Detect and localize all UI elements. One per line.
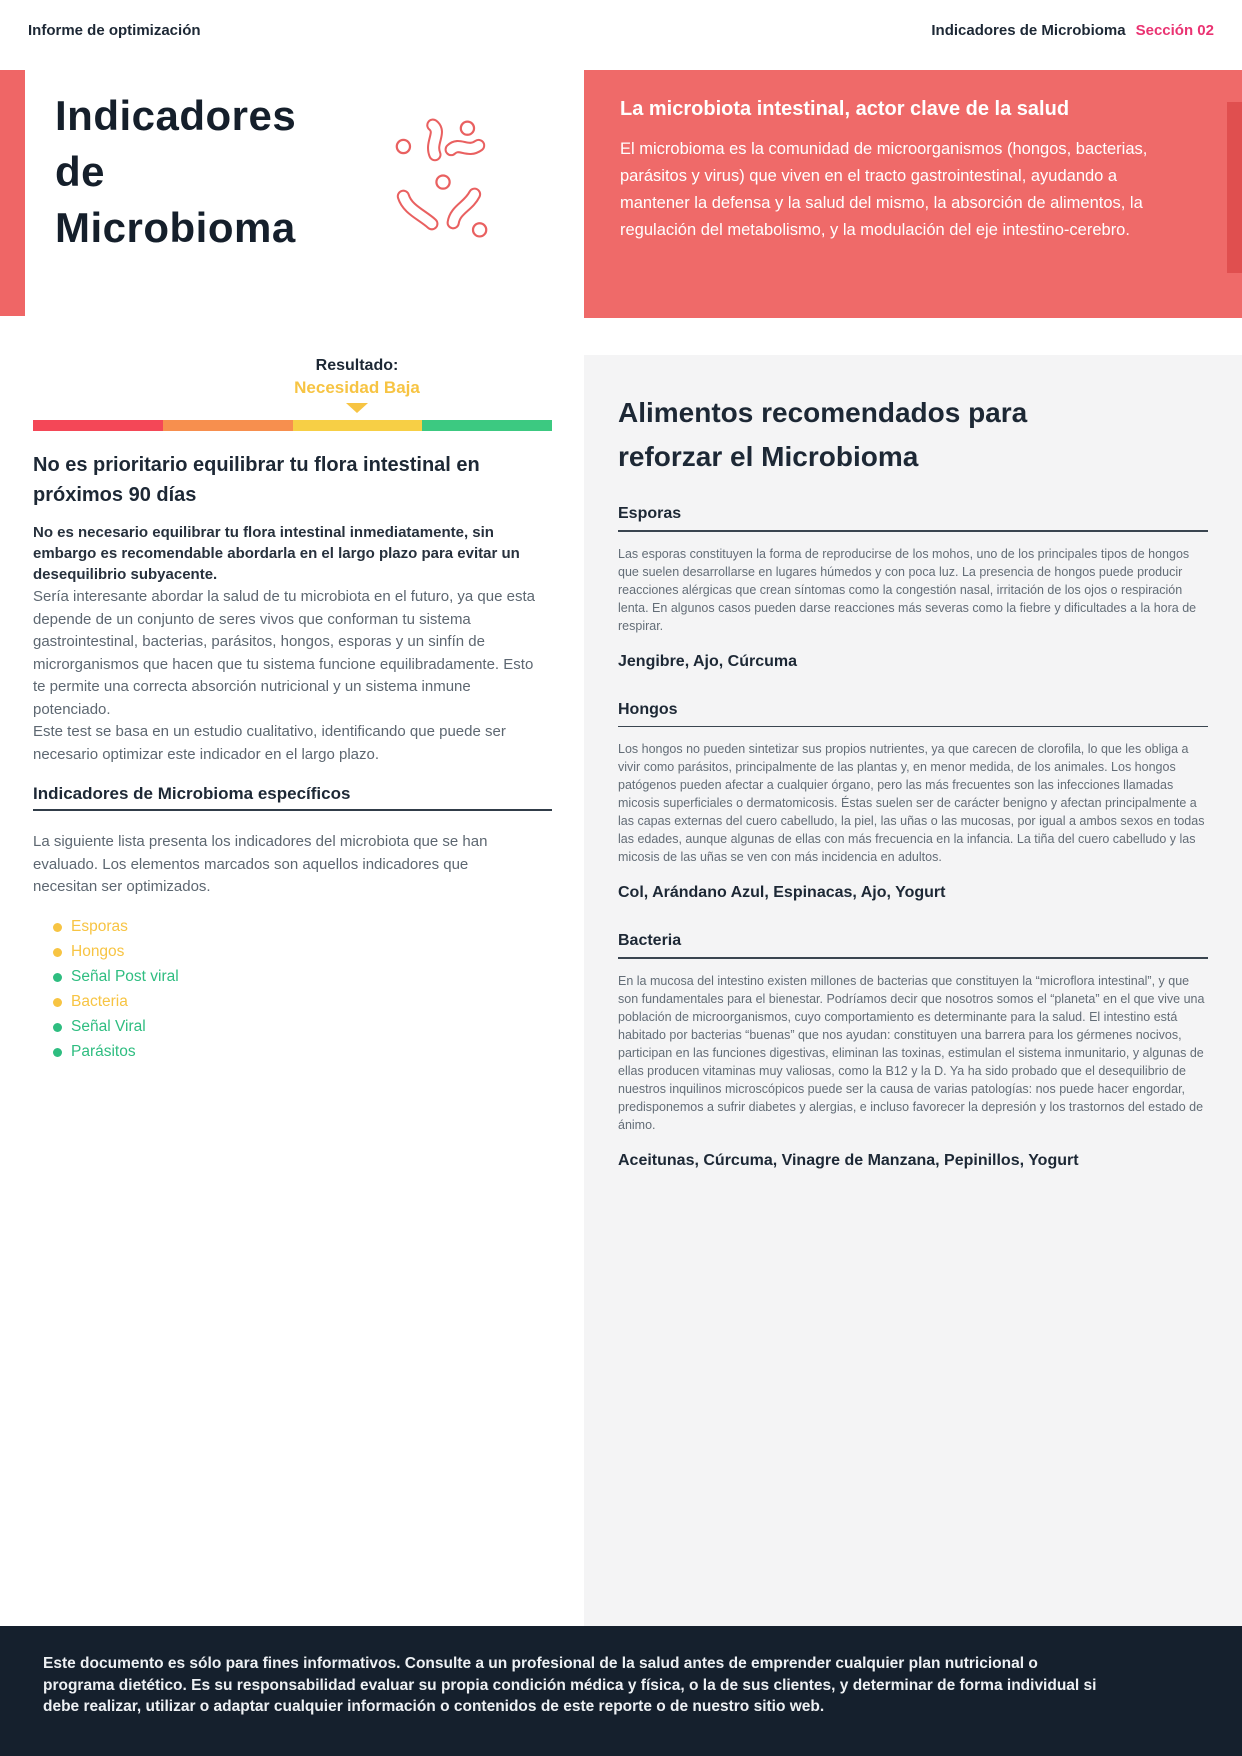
result-marker-icon [346, 403, 368, 413]
indicators-heading-rule [33, 809, 552, 811]
indicator-label: Esporas [71, 918, 128, 935]
list-item [53, 1020, 179, 1034]
header-section-number: Sección 02 [1135, 22, 1214, 39]
result-heading: No es prioritario equilibrar tu flora intestinal en próximos 90 días [33, 454, 480, 506]
indicator-label: Señal Post viral [71, 968, 179, 985]
food-section-heading: Esporas [618, 505, 682, 522]
list-item [53, 970, 179, 984]
list-item [53, 995, 179, 1009]
food-section-body: Los hongos no pueden sintetizar sus propios nutrientes, ya que carecen de clorofila, lo que les obliga a vivir como parásitos, principalmente de las plantas y, en menor medida, de los animales. Los hongos patógenos pueden afectar a cualquier órgano, pero las más frecuentes son las infecciones llamadas micosis superficiales o dermatomicosis. Éstas suelen ser de carácter benigno y afectan principalmente a las capas externas del cuero cabelludo, la piel, las uñas o las mucosas, por igual a ambos sexos en todas las edades, aunque algunas de ellas con más frecuencia en la infancia. La tiña del cuero cabelludo y las micosis de las uñas se ven con más incidencia en adultos. [618, 742, 1205, 864]
list-item [53, 945, 179, 959]
result-value: Necesidad Baja [294, 378, 420, 397]
recommended-foods-panel [584, 355, 1242, 1626]
food-section-foods: Col, Arándano Azul, Espinacas, Ajo, Yogurt [618, 884, 946, 901]
list-item [53, 1045, 179, 1059]
indicator-label: Hongos [71, 943, 125, 960]
food-section-body: En la mucosa del intestino existen millones de bacterias que constituyen la “microflora intestinal”, y que son fundamentales para el bienestar. Podríamos decir que nosotros somos el “planeta” en el que vive una población de microorganismos, cuyo comportamiento es determinante para la salud. El intestino está habitado por bacterias “buenas” que nos ayudan: constituyen una barrera para los gérmenes nocivos, participan en las funciones digestivas, eliminan las toxinas, estimulan el sistema inmunitario, y algunas de ellas producen vitaminas muy valiosas, como la B12 y la D. Ya ha sido probado que el desequilibrio de nuestros inquilinos microscópicos puede ser la causa de varias patologías: nos puede hacer engordar, predisponemos a sufrir diabetes y alergias, e incluso favorecer la depresión y los trastornos del estado de ánimo. [618, 973, 1205, 1132]
food-section-foods: Jengibre, Ajo, Cúrcuma [618, 652, 797, 670]
scale-segment-red [33, 420, 163, 431]
bullet-dot-icon [53, 973, 62, 982]
microbes-icon [390, 116, 492, 245]
callout-title: La microbiota intestinal, actor clave de la salud [620, 98, 1070, 120]
food-section-heading: Bacteria [618, 932, 682, 949]
food-section-bacteria [618, 932, 1208, 1170]
food-section-rule [618, 726, 1208, 728]
scale-segment-orange [163, 420, 293, 431]
left-accent-bar [0, 70, 25, 316]
bullet-dot-icon [53, 1048, 62, 1057]
indicator-label: Señal Viral [71, 1018, 146, 1035]
bullet-dot-icon [53, 923, 62, 932]
food-section-foods: Aceitunas, Cúrcuma, Vinagre de Manzana, Pepinillos, Yogurt [618, 1151, 1079, 1169]
result-label: Resultado: [315, 357, 399, 374]
disclaimer-footer [0, 1626, 1242, 1756]
intro-callout-box [584, 70, 1242, 318]
result-body [33, 586, 548, 766]
bullet-dot-icon [53, 1023, 62, 1032]
indicators-intro: La siguiente lista presenta los indicadores del microbiota que se han evaluado. Los elementos marcados son aquellos indicadores que necesitan ser optimizados. [33, 833, 488, 895]
food-section-rule [618, 957, 1208, 959]
result-body-paragraph-1: Sería interesante abordar la salud de tu microbiota en el futuro, ya que esta depende de un conjunto de seres vivos que conforman tu sistema gastrointestinal, bacterias, parásitos, hongos, esporas y un sinfín de microrganismos que hacen que tu sistema funcione equilibradamente. Esto te permite una correcta absorción nutricional y un sistema inmune potenciado. [33, 588, 535, 718]
indicator-label: Bacteria [71, 993, 128, 1010]
food-section-hongos [618, 701, 1208, 903]
scale-segment-green [422, 420, 552, 431]
indicators-heading: Indicadores de Microbioma específicos [33, 784, 351, 803]
food-section-heading: Hongos [618, 700, 678, 718]
list-item [53, 920, 179, 934]
bullet-dot-icon [53, 948, 62, 957]
indicator-label: Parásitos [71, 1043, 136, 1060]
food-section-body: Las esporas constituyen la forma de reproducirse de los mohos, uno de los principales tipos de hongos que suelen desarrollarse en lugares húmedos y con poca luz. La presencia de hongos puede producir reacciones alérgicas que crean síntomas como la congestión nasal, irritación de los ojos o respiración lenta. En algunos casos pueden darse reacciones más severas como la fiebre y dificultades a la hora de respirar. [618, 546, 1197, 633]
food-section-rule [618, 530, 1208, 532]
food-section-esporas [618, 505, 1208, 671]
page-title: Indicadores de Microbioma [55, 92, 297, 251]
header-breadcrumb [931, 22, 1214, 39]
foods-title: Alimentos recomendados para reforzar el Microbioma [618, 397, 1028, 472]
scale-segment-yellow [293, 420, 423, 431]
result-scale-bar [33, 420, 552, 431]
result-body-paragraph-2: Este test se basa en un estudio cualitativo, identificando que puede ser necesario optimizar este indicador en el largo plazo. [33, 723, 506, 763]
callout-side-tab [1227, 102, 1242, 273]
document-type-label: Informe de optimización [28, 22, 201, 39]
header-report-title: Indicadores de Microbioma [931, 22, 1126, 39]
indicators-list [53, 920, 179, 1070]
bullet-dot-icon [53, 998, 62, 1007]
disclaimer-text: Este documento es sólo para fines informativos. Consulte a un profesional de la salud antes de emprender cualquier plan nutricional o programa dietético. Es su responsabilidad evaluar su propia condición médica y física, o la de sus clientes, y determinar de forma individual si debe realizar, utilizar o adaptar cualquier información o contenidos de este reporte o de nuestro sitio web. [43, 1655, 1097, 1715]
result-block [227, 357, 487, 413]
callout-body: El microbioma es la comunidad de microorganismos (hongos, bacterias, parásitos y virus) que viven en el tracto gastrointestinal, ayudando a mantener la defensa y la salud del mismo, la absorción de alimentos, la regulación del metabolismo, y la modulación del eje intestino-cerebro. [620, 140, 1148, 239]
result-lead-paragraph: No es necesario equilibrar tu flora intestinal inmediatamente, sin embargo es recomendable abordarla en el largo plazo para evitar un desequilibrio subyacente. [33, 524, 520, 583]
